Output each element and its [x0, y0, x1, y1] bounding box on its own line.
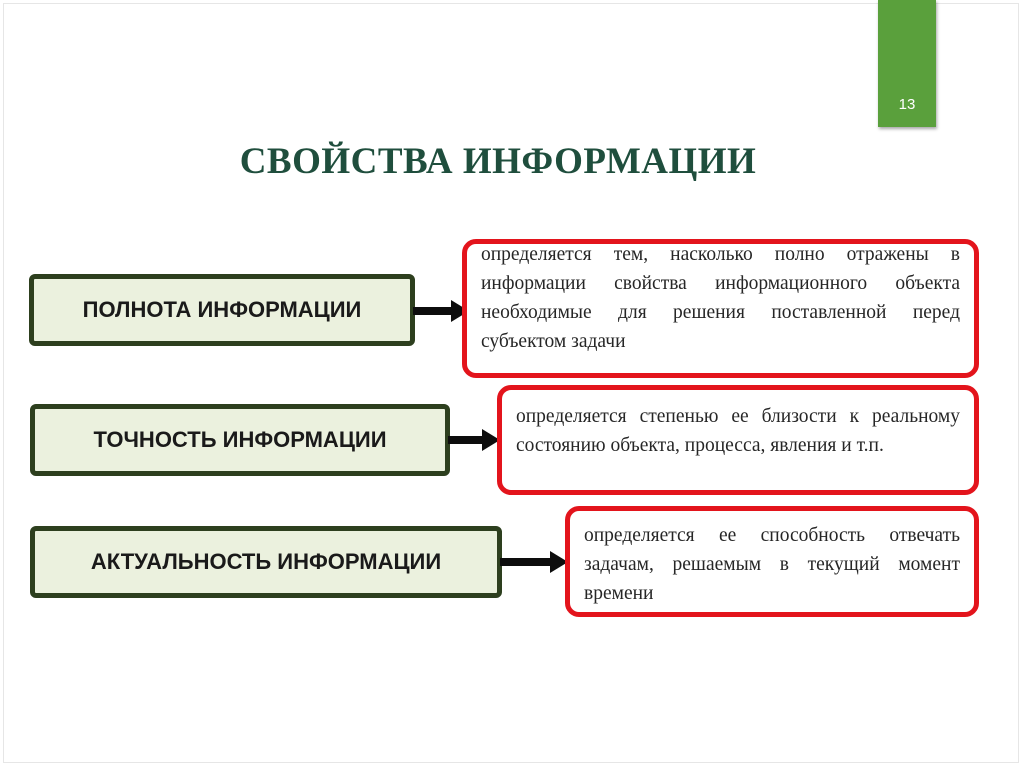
- description-text: определяется степенью ее близости к реальному состоянию объекта, процесса, явления и т.п.: [516, 406, 960, 456]
- description-text: определяется ее способность отвечать задачам, решаемым в текущий момент времени: [584, 525, 960, 604]
- property-label: ТОЧНОСТЬ ИНФОРМАЦИИ: [93, 427, 387, 452]
- property-box-accuracy: [30, 404, 450, 476]
- property-box-relevance: [30, 526, 502, 598]
- description-box-accuracy: [497, 385, 979, 495]
- page-number-tab: [878, 0, 936, 127]
- description-box-relevance: [565, 506, 979, 617]
- arrow-right-icon: [500, 551, 568, 573]
- page-number: 13: [898, 96, 916, 113]
- slide-title: СВОЙСТВА ИНФОРМАЦИИ: [239, 141, 757, 182]
- description-box-completeness: [462, 239, 979, 378]
- arrow-right-icon: [413, 300, 469, 322]
- property-box-completeness: [29, 274, 415, 346]
- property-label: ПОЛНОТА ИНФОРМАЦИИ: [82, 297, 362, 322]
- description-text: определяется тем, насколько полно отражены в информации свойства информационного объекта необходимые для решения поставленной перед субъектом задачи: [481, 244, 960, 352]
- property-label: АКТУАЛЬНОСТЬ ИНФОРМАЦИИ: [90, 549, 442, 574]
- arrow-right-icon: [448, 429, 500, 451]
- slide-frame: [3, 3, 1019, 763]
